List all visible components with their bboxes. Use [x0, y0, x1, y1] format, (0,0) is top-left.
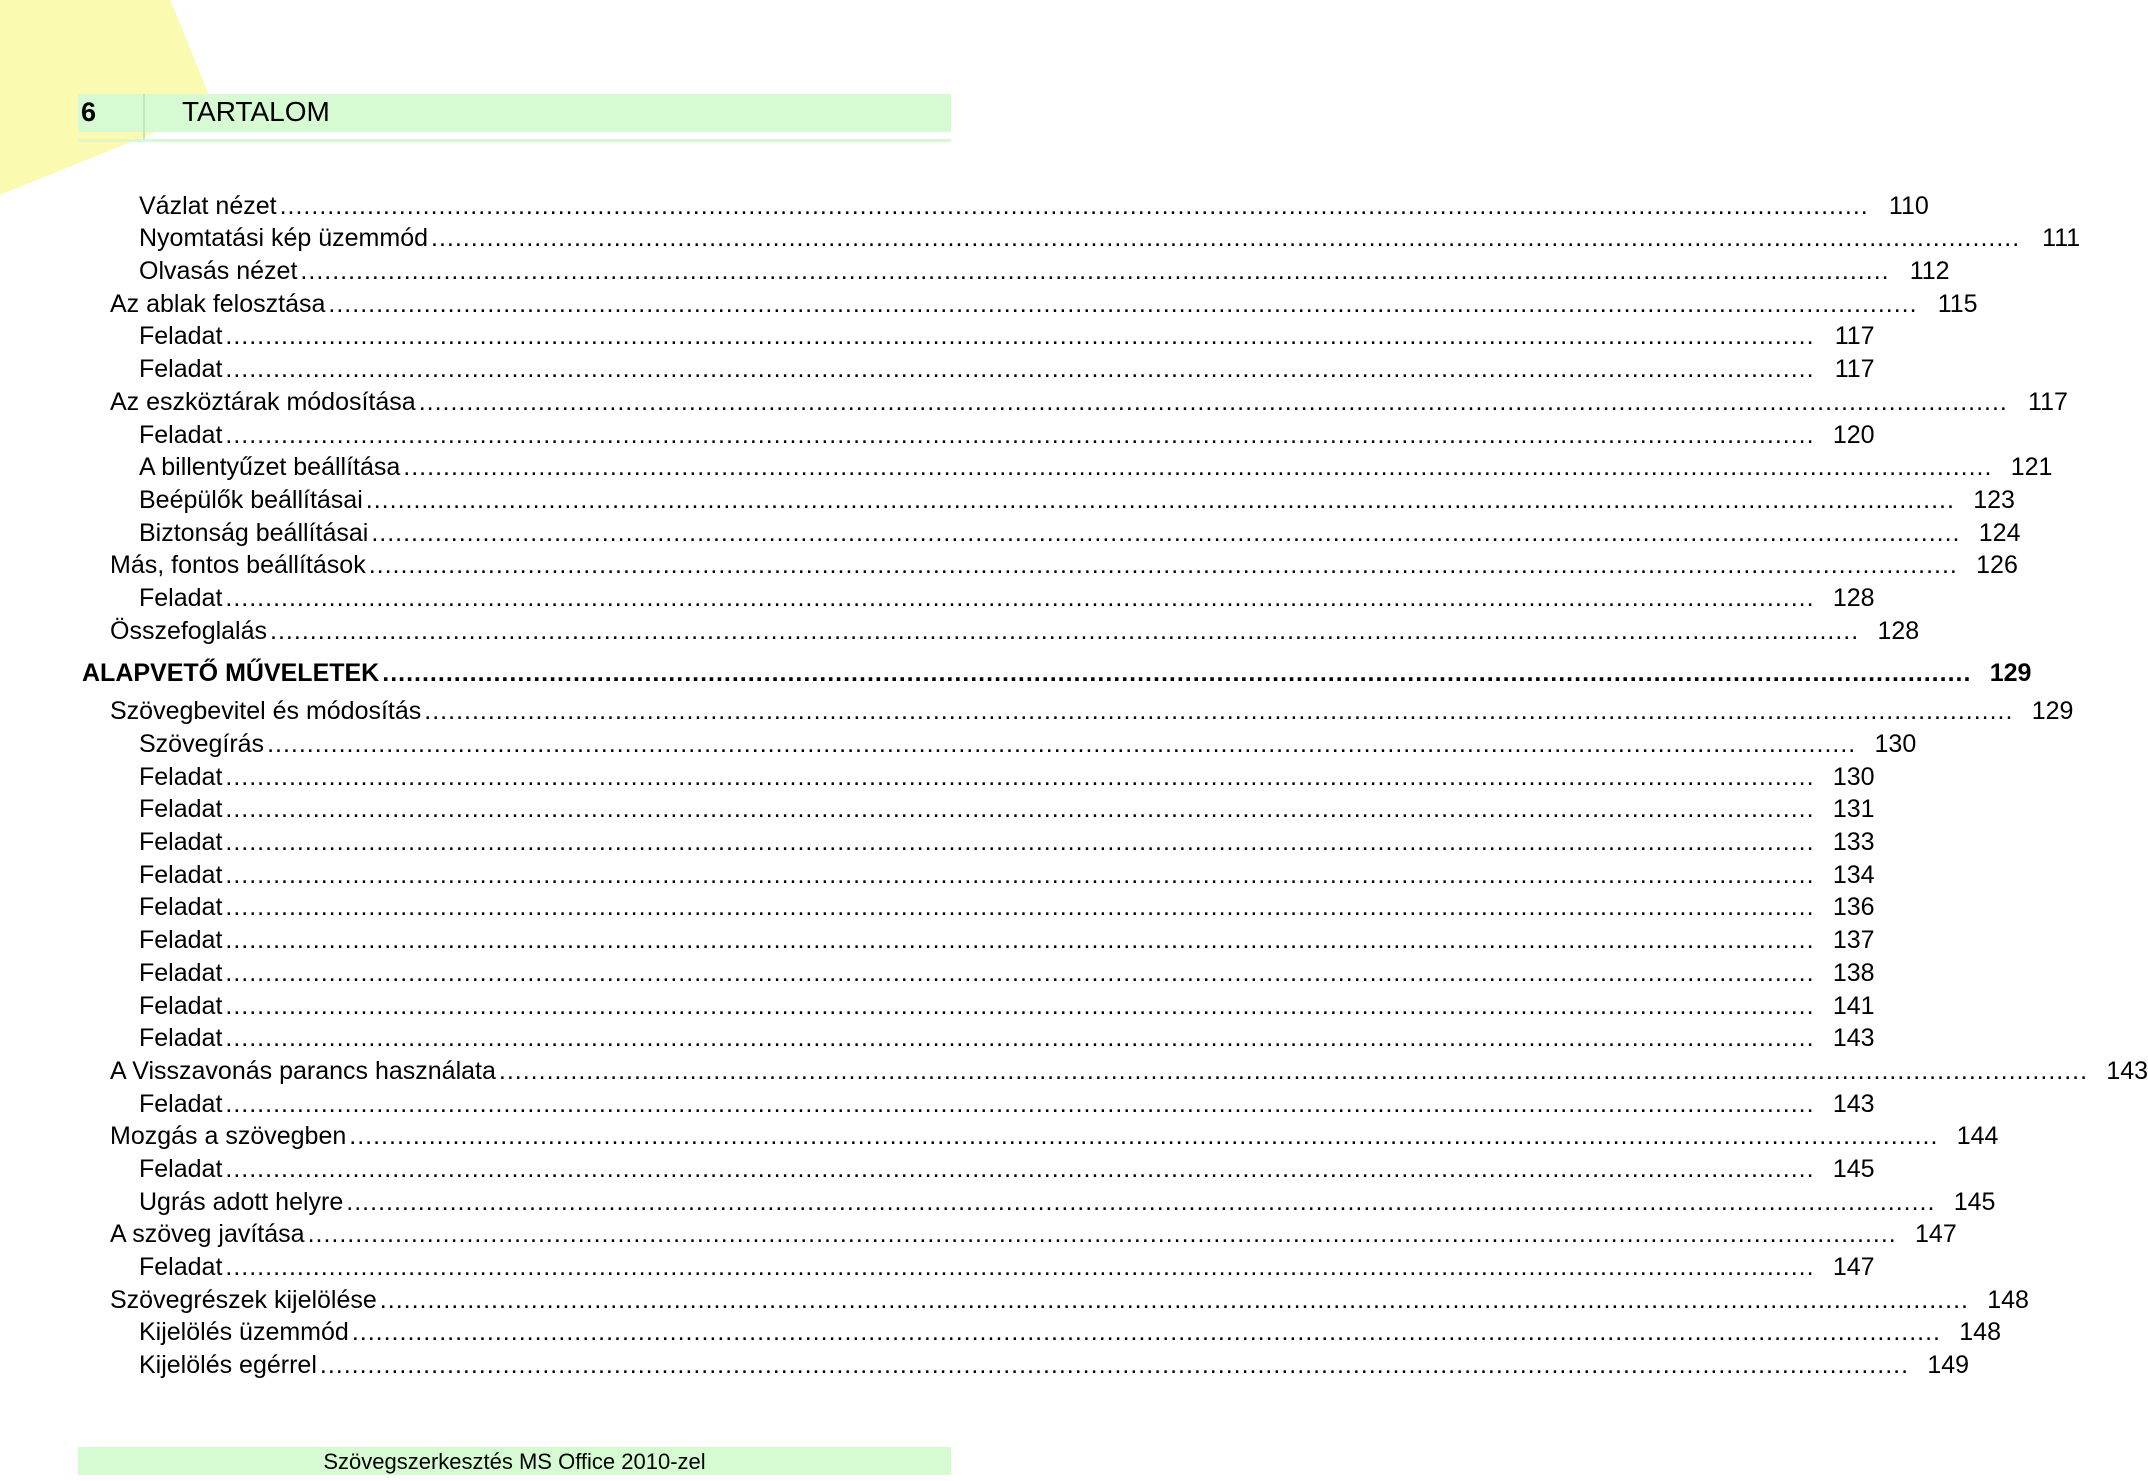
toc-entry[interactable]	[0, 1249, 1875, 1282]
toc-entry[interactable]	[0, 1184, 1996, 1217]
toc-page-number: 138	[1832, 958, 1875, 987]
toc-entry[interactable]	[0, 351, 1875, 384]
toc-dot-leader: ........................................................................................................................................................................................................	[279, 191, 1869, 220]
toc-dot-leader: ........................................................................................................................................................................................................	[424, 697, 2014, 726]
toc-entry-title: Szövegrészek kijelölése	[110, 1285, 377, 1314]
toc-entry-title: Vázlat nézet	[139, 191, 277, 220]
toc-page-number: 148	[1959, 1318, 2001, 1347]
toc-page-number: 112	[1909, 257, 1950, 286]
header-divider	[143, 94, 145, 140]
toc-dot-leader: ........................................................................................................................................................................................................	[300, 257, 1890, 286]
toc-entry-title: Összefoglalás	[110, 616, 268, 645]
toc-entry[interactable]	[0, 286, 1978, 319]
toc-entry[interactable]	[0, 759, 1875, 792]
toc-entry[interactable]	[0, 580, 1875, 613]
toc-page-number: 145	[1953, 1187, 1996, 1216]
toc-entry[interactable]	[0, 792, 1875, 825]
toc-entry-title: Feladat	[139, 795, 223, 824]
toc-entry[interactable]	[0, 613, 1920, 646]
toc-dot-leader: ........................................................................................................................................................................................................	[328, 289, 1918, 318]
toc-entry[interactable]	[0, 1119, 1999, 1152]
toc-dot-leader: ........................................................................................................................................................................................................	[225, 893, 1815, 922]
toc-page-number: 143	[2106, 1056, 2148, 1085]
toc-entry-title: Az eszköztárak módosítása	[110, 387, 416, 416]
toc-dot-leader: ........................................................................................................................................................................................................	[365, 485, 1955, 514]
toc-entry[interactable]	[0, 694, 2074, 727]
toc-entry-title: Feladat	[139, 420, 223, 449]
toc-entry-title: Kijelölés egérrel	[139, 1351, 317, 1380]
toc-entry[interactable]	[0, 1315, 2001, 1348]
toc-entry[interactable]	[0, 515, 2021, 548]
toc-entry[interactable]	[0, 1021, 1875, 1054]
toc-page-number: 141	[1832, 991, 1875, 1020]
toc-page-number: 147	[1832, 1253, 1875, 1281]
toc-dot-leader: ........................................................................................................................................................................................................	[431, 224, 2021, 253]
toc-entry-title: A billentyűzet beállítása	[139, 453, 401, 482]
toc-entry-title: Feladat	[139, 1154, 223, 1183]
toc-dot-leader: ........................................................................................................................................................................................................	[225, 795, 1815, 824]
toc-dot-leader: ........................................................................................................................................................................................................	[225, 926, 1815, 955]
toc-page-number: 147	[1915, 1220, 1957, 1249]
toc-entry-title: Nyomtatási kép üzemmód	[139, 224, 429, 253]
toc-dot-leader: ........................................................................................................................................................................................................	[349, 1122, 1939, 1151]
toc-dot-leader: ........................................................................................................................................................................................................	[267, 730, 1857, 758]
toc-entry[interactable]	[0, 482, 2015, 515]
toc-page-number: 148	[1987, 1285, 2029, 1314]
toc-entry-title: Feladat	[139, 860, 223, 889]
toc-entry[interactable]	[0, 188, 1929, 221]
toc-entry[interactable]	[0, 922, 1875, 955]
toc-page-number: 144	[1956, 1122, 1999, 1151]
page-number: 6	[81, 97, 97, 127]
toc-entry-title: Szövegbevitel és módosítás	[110, 697, 422, 726]
toc-dot-leader: ........................................................................................................................................................................................................	[382, 658, 1972, 687]
toc-entry[interactable]	[0, 955, 1875, 988]
toc-dot-leader: ........................................................................................................................................................................................................	[225, 762, 1815, 791]
toc-entry-title: Feladat	[139, 1253, 223, 1281]
toc-entry-title: Szövegírás	[139, 730, 265, 758]
footer-text: Szövegszerkesztés MS Office 2010-zel	[323, 1449, 706, 1474]
toc-entry-title: Feladat	[139, 893, 223, 922]
table-of-contents	[0, 188, 2148, 1380]
toc-page-number: 143	[1832, 1024, 1875, 1053]
toc-dot-leader: ........................................................................................................................................................................................................	[403, 453, 1993, 482]
toc-entry[interactable]	[0, 1282, 2029, 1315]
toc-dot-leader: ........................................................................................................................................................................................................	[225, 1024, 1815, 1053]
toc-dot-leader: ........................................................................................................................................................................................................	[270, 616, 1860, 645]
toc-page-number: 133	[1832, 828, 1875, 857]
toc-dot-leader: ........................................................................................................................................................................................................	[346, 1187, 1936, 1216]
toc-page-number: 117	[1834, 355, 1875, 384]
toc-entry-title: Feladat	[139, 583, 223, 612]
toc-page-number: 129	[1989, 658, 2032, 687]
toc-page-number: 128	[1832, 583, 1875, 612]
toc-page-number: 124	[1978, 518, 2021, 547]
toc-page-number: 131	[1832, 795, 1875, 824]
toc-entry-title: Beépülők beállításai	[139, 485, 363, 514]
toc-entry[interactable]	[0, 824, 1875, 857]
toc-dot-leader: ........................................................................................................................................................................................................	[225, 1154, 1815, 1183]
toc-dot-leader: ........................................................................................................................................................................................................	[371, 518, 1961, 547]
toc-dot-leader: ........................................................................................................................................................................................................	[225, 420, 1815, 449]
toc-entry-title: Feladat	[139, 828, 223, 857]
toc-page-number: 137	[1832, 926, 1875, 955]
toc-page-number: 130	[1832, 762, 1875, 791]
toc-dot-leader: ........................................................................................................................................................................................................	[225, 958, 1815, 987]
toc-dot-leader: ........................................................................................................................................................................................................	[225, 583, 1815, 612]
toc-entry[interactable]	[0, 726, 1917, 759]
toc-dot-leader: ........................................................................................................................................................................................................	[379, 1285, 1969, 1314]
toc-entry-title: Feladat	[139, 322, 223, 351]
toc-dot-leader: ........................................................................................................................................................................................................	[498, 1056, 2089, 1085]
toc-dot-leader: ........................................................................................................................................................................................................	[225, 991, 1815, 1020]
toc-page-number: 117	[2028, 387, 2068, 416]
toc-entry[interactable]	[0, 450, 2053, 483]
toc-page-number: 117	[1834, 322, 1875, 351]
toc-page-number: 136	[1832, 893, 1875, 922]
toc-entry[interactable]	[0, 857, 1875, 890]
toc-page-number: 121	[2010, 453, 2053, 482]
toc-entry[interactable]	[0, 1151, 1875, 1184]
toc-entry-title: Feladat	[139, 355, 223, 384]
toc-entry[interactable]	[0, 384, 2068, 417]
toc-entry[interactable]	[0, 890, 1875, 923]
toc-page-number: 123	[1973, 485, 2015, 514]
toc-entry[interactable]	[0, 988, 1875, 1021]
toc-entry-title: Feladat	[139, 958, 223, 987]
toc-dot-leader: ........................................................................................................................................................................................................	[225, 1253, 1815, 1281]
toc-entry-title: Feladat	[139, 762, 223, 791]
toc-dot-leader: ........................................................................................................................................................................................................	[351, 1318, 1941, 1347]
toc-entry-title: Mozgás a szövegben	[110, 1122, 347, 1151]
toc-page-number: 129	[2031, 697, 2074, 726]
toc-page-number: 120	[1832, 420, 1875, 449]
header-rule	[78, 139, 951, 142]
toc-entry-title: A Visszavonás parancs használata	[110, 1056, 496, 1085]
toc-entry[interactable]	[0, 1053, 2148, 1086]
toc-entry[interactable]	[0, 417, 1875, 450]
toc-page-number: 130	[1874, 730, 1917, 758]
toc-dot-leader: ........................................................................................................................................................................................................	[368, 551, 1958, 580]
toc-page-number: 143	[1832, 1089, 1875, 1118]
toc-page-number: 115	[1937, 289, 1978, 318]
toc-dot-leader: ........................................................................................................................................................................................................	[225, 828, 1815, 857]
toc-dot-leader: ........................................................................................................................................................................................................	[307, 1220, 1897, 1249]
toc-page-number: 134	[1832, 860, 1875, 889]
toc-entry[interactable]	[0, 221, 2081, 254]
toc-entry[interactable]	[0, 1086, 1875, 1119]
toc-entry-title: Kijelölés üzemmód	[139, 1318, 349, 1347]
toc-page-number: 110	[1888, 191, 1929, 220]
toc-entry-title: Az ablak felosztása	[110, 289, 326, 318]
toc-entry-title: ALAPVETŐ MŰVELETEK	[82, 658, 380, 687]
toc-page-number: 128	[1877, 616, 1920, 645]
toc-chapter-entry[interactable]	[0, 646, 2032, 690]
toc-dot-leader: ........................................................................................................................................................................................................	[225, 322, 1815, 351]
toc-page-number: 126	[1976, 551, 2018, 580]
toc-dot-leader: ........................................................................................................................................................................................................	[319, 1351, 1910, 1380]
toc-entry-title: A szöveg javítása	[110, 1220, 305, 1249]
toc-entry-title: Ugrás adott helyre	[139, 1187, 344, 1216]
toc-entry[interactable]	[0, 253, 1950, 286]
toc-entry[interactable]	[0, 1217, 1957, 1250]
toc-dot-leader: ........................................................................................................................................................................................................	[225, 1089, 1815, 1118]
toc-page-number: 149	[1927, 1351, 1970, 1380]
toc-entry-title: Feladat	[139, 926, 223, 955]
toc-entry[interactable]	[0, 1347, 1970, 1380]
toc-dot-leader: ........................................................................................................................................................................................................	[225, 860, 1815, 889]
page-title: TARTALOM	[182, 96, 330, 127]
toc-entry-title: Feladat	[139, 1024, 223, 1053]
toc-entry[interactable]	[0, 319, 1875, 352]
toc-entry-title: Biztonság beállításai	[139, 518, 369, 547]
toc-entry[interactable]	[0, 548, 2018, 581]
toc-dot-leader: ........................................................................................................................................................................................................	[225, 355, 1815, 384]
toc-entry-title: Más, fontos beállítások	[110, 551, 366, 580]
toc-entry-title: Feladat	[139, 991, 223, 1020]
toc-entry-title: Feladat	[139, 1089, 223, 1118]
toc-page-number: 111	[2042, 224, 2081, 253]
toc-entry-title: Olvasás nézet	[139, 257, 298, 286]
toc-dot-leader: ........................................................................................................................................................................................................	[418, 387, 2008, 416]
toc-page-number: 145	[1832, 1154, 1875, 1183]
